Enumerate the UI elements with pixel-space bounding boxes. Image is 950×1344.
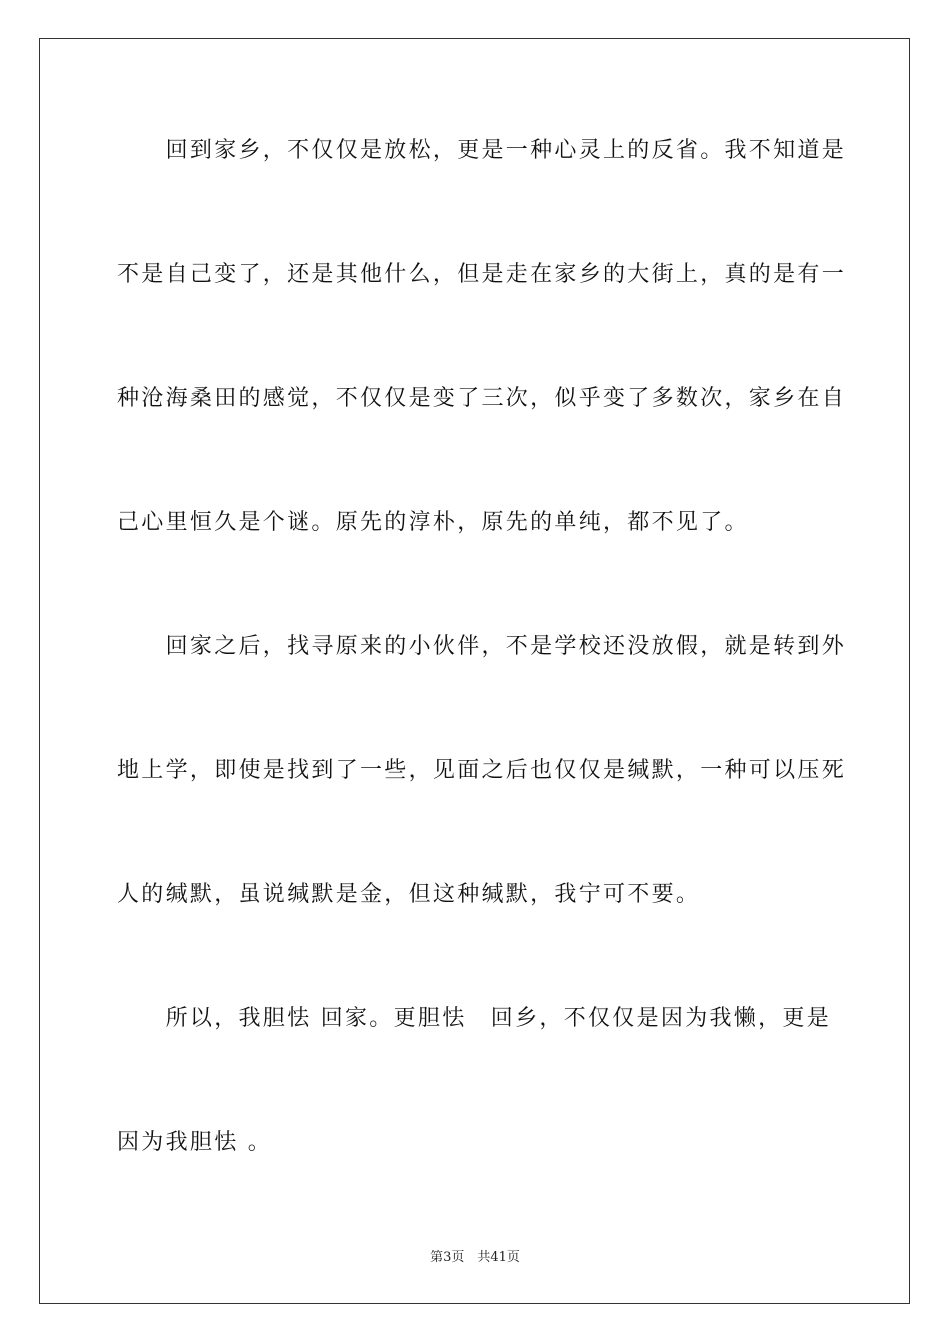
line-gap <box>117 802 833 864</box>
text-line: 种沧海桑田的感觉，不仅仅是变了三次，似乎变了多数次，家乡在自 <box>117 386 847 411</box>
line-gap <box>117 182 833 244</box>
document-body <box>117 120 847 1174</box>
line-gap <box>117 926 833 988</box>
text-line: 因为我胆怯 。 <box>117 1130 273 1155</box>
text-line: 所以，我胆怯 回家。更胆怯 回乡，不仅仅是因为我懒，更是 <box>117 1006 831 1031</box>
text-line: 不是自己变了，还是其他什么，但是走在家乡的大街上，真的是有一 <box>117 262 847 287</box>
text-line: 回到家乡，不仅仅是放松，更是一种心灵上的反省。我不知道是 <box>117 138 847 163</box>
line-gap <box>117 678 833 740</box>
text-line: 回家之后，找寻原来的小伙伴，不是学校还没放假，就是转到外 <box>117 634 847 659</box>
line-gap <box>117 306 833 368</box>
line-gap <box>117 554 833 616</box>
page-number-footer: 第3页 共41页 <box>430 1250 520 1265</box>
line-gap <box>117 1050 833 1112</box>
text-line: 地上学，即使是找到了一些，见面之后也仅仅是缄默，一种可以压死 <box>117 758 847 783</box>
text-line: 己心里恒久是个谜。原先的淳朴，原先的单纯，都不见了。 <box>117 510 749 535</box>
line-gap <box>117 430 833 492</box>
text-line: 人的缄默，虽说缄默是金，但这种缄默，我宁可不要。 <box>117 882 701 907</box>
